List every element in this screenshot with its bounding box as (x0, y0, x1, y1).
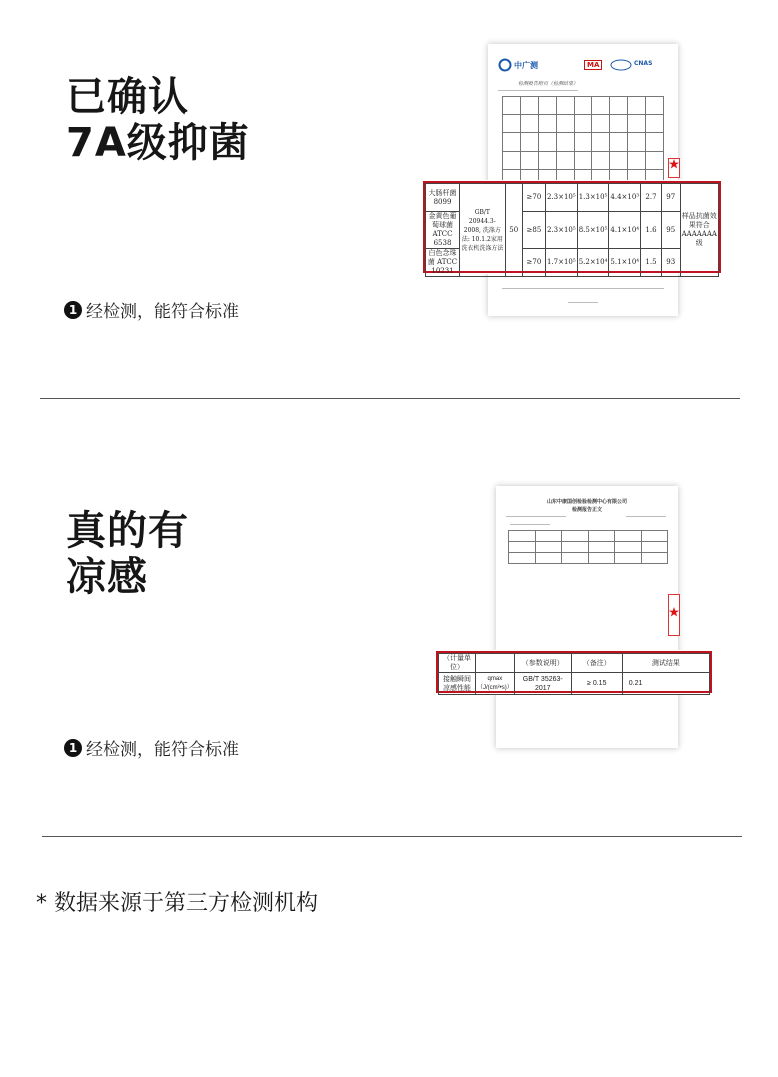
report-title: 检测报告正文 (571, 507, 602, 513)
param-cell (476, 673, 515, 695)
param-unit: （J/(cm²•s)） (477, 684, 513, 691)
headline-line-2: 7A级抑菌 (66, 120, 250, 166)
headline-line-1: 已确认 (66, 74, 189, 120)
ilac-mark-icon (610, 59, 632, 71)
value-cell: 4.4×10³ (609, 184, 641, 212)
value-cell: 1.5 (641, 249, 662, 277)
headline-antibacterial (66, 74, 250, 166)
test-note (64, 297, 239, 322)
req-cell: ≥70 (522, 249, 545, 277)
header-cell: 测试结果 (622, 654, 709, 673)
rate-cell: 97 (661, 184, 680, 212)
section-divider (40, 398, 740, 399)
param-symbol: qmax (487, 675, 503, 682)
logo-ring-icon (498, 58, 512, 72)
value-cell: 5.2×10⁴ (577, 249, 609, 277)
value-cell: 1.3×10⁵ (577, 184, 609, 212)
method-cell: GB/T 20944.3-2008, 洗涤方法: 10.1.2家用洗衣机洗涤方法 (460, 184, 506, 277)
test-note (64, 735, 239, 760)
report-table (508, 530, 668, 564)
value-cell: 5.1×10⁴ (609, 249, 641, 277)
conclusion-cell: 样品抗菌效果符合AAAAAAA级 (680, 184, 718, 277)
standard-cell: GB/T 35263-2017 (514, 673, 571, 695)
value-cell: 1.6 (641, 212, 662, 249)
strain-cell: 大肠杆菌 8099 (426, 184, 460, 212)
value-cell: 2.3×10⁵ (545, 212, 577, 249)
cooling-zoom-table (436, 651, 712, 693)
strain-cell: 白色念珠菌 ATCC 10231 (426, 249, 460, 277)
row-label-cell: 接触瞬间凉感性能 (439, 673, 476, 695)
number-badge: 1 (64, 739, 82, 757)
star-seal-icon (669, 159, 679, 169)
value-cell: 2.3×10⁵ (545, 184, 577, 212)
source-footnote: * 数据来源于第三方检测机构 (36, 891, 318, 916)
req-cell: ≥70 (522, 184, 545, 212)
section-divider (42, 836, 742, 837)
rate-cell: 93 (661, 249, 680, 277)
org-title: 山东中康国创检验检测中心有限公司 (546, 499, 627, 505)
report-table (502, 96, 664, 188)
strain-cell: 金黄色葡萄球菌 ATCC 6538 (426, 212, 460, 249)
seal-strip (668, 158, 680, 178)
headline-cooling (66, 508, 189, 600)
requirement-cell: ≥ 0.15 (571, 673, 622, 695)
report-logo: 中广测 (498, 58, 542, 72)
headline-line-1: 真的有 (66, 508, 189, 554)
header-cell: （备注） (571, 654, 622, 673)
cooling-report-image (496, 486, 678, 748)
note-text: 经检测，能符合标准 (86, 740, 239, 760)
value-cell: 1.7×10⁵ (545, 249, 577, 277)
header-cell: （计量单位） (439, 654, 476, 673)
antibacterial-zoom-table (423, 181, 721, 273)
report-title: 检测报告附页（检测结果） (518, 81, 579, 87)
header-cell: （参数说明） (514, 654, 571, 673)
cma-mark: MA (584, 60, 602, 70)
value-cell: 2.7 (641, 184, 662, 212)
result-cell: 0.21 (622, 673, 709, 695)
req-cell: ≥85 (522, 212, 545, 249)
headline-line-2: 凉感 (66, 554, 148, 600)
wash-times-cell: 50 (505, 184, 522, 277)
seal-strip (668, 594, 680, 636)
note-text: 经检测，能符合标准 (86, 302, 239, 322)
star-seal-icon (669, 607, 679, 617)
cnas-mark: CNAS (634, 60, 653, 67)
number-badge: 1 (64, 301, 82, 319)
value-cell: 8.5×10⁵ (577, 212, 609, 249)
value-cell: 4.1×10⁴ (609, 212, 641, 249)
rate-cell: 95 (661, 212, 680, 249)
